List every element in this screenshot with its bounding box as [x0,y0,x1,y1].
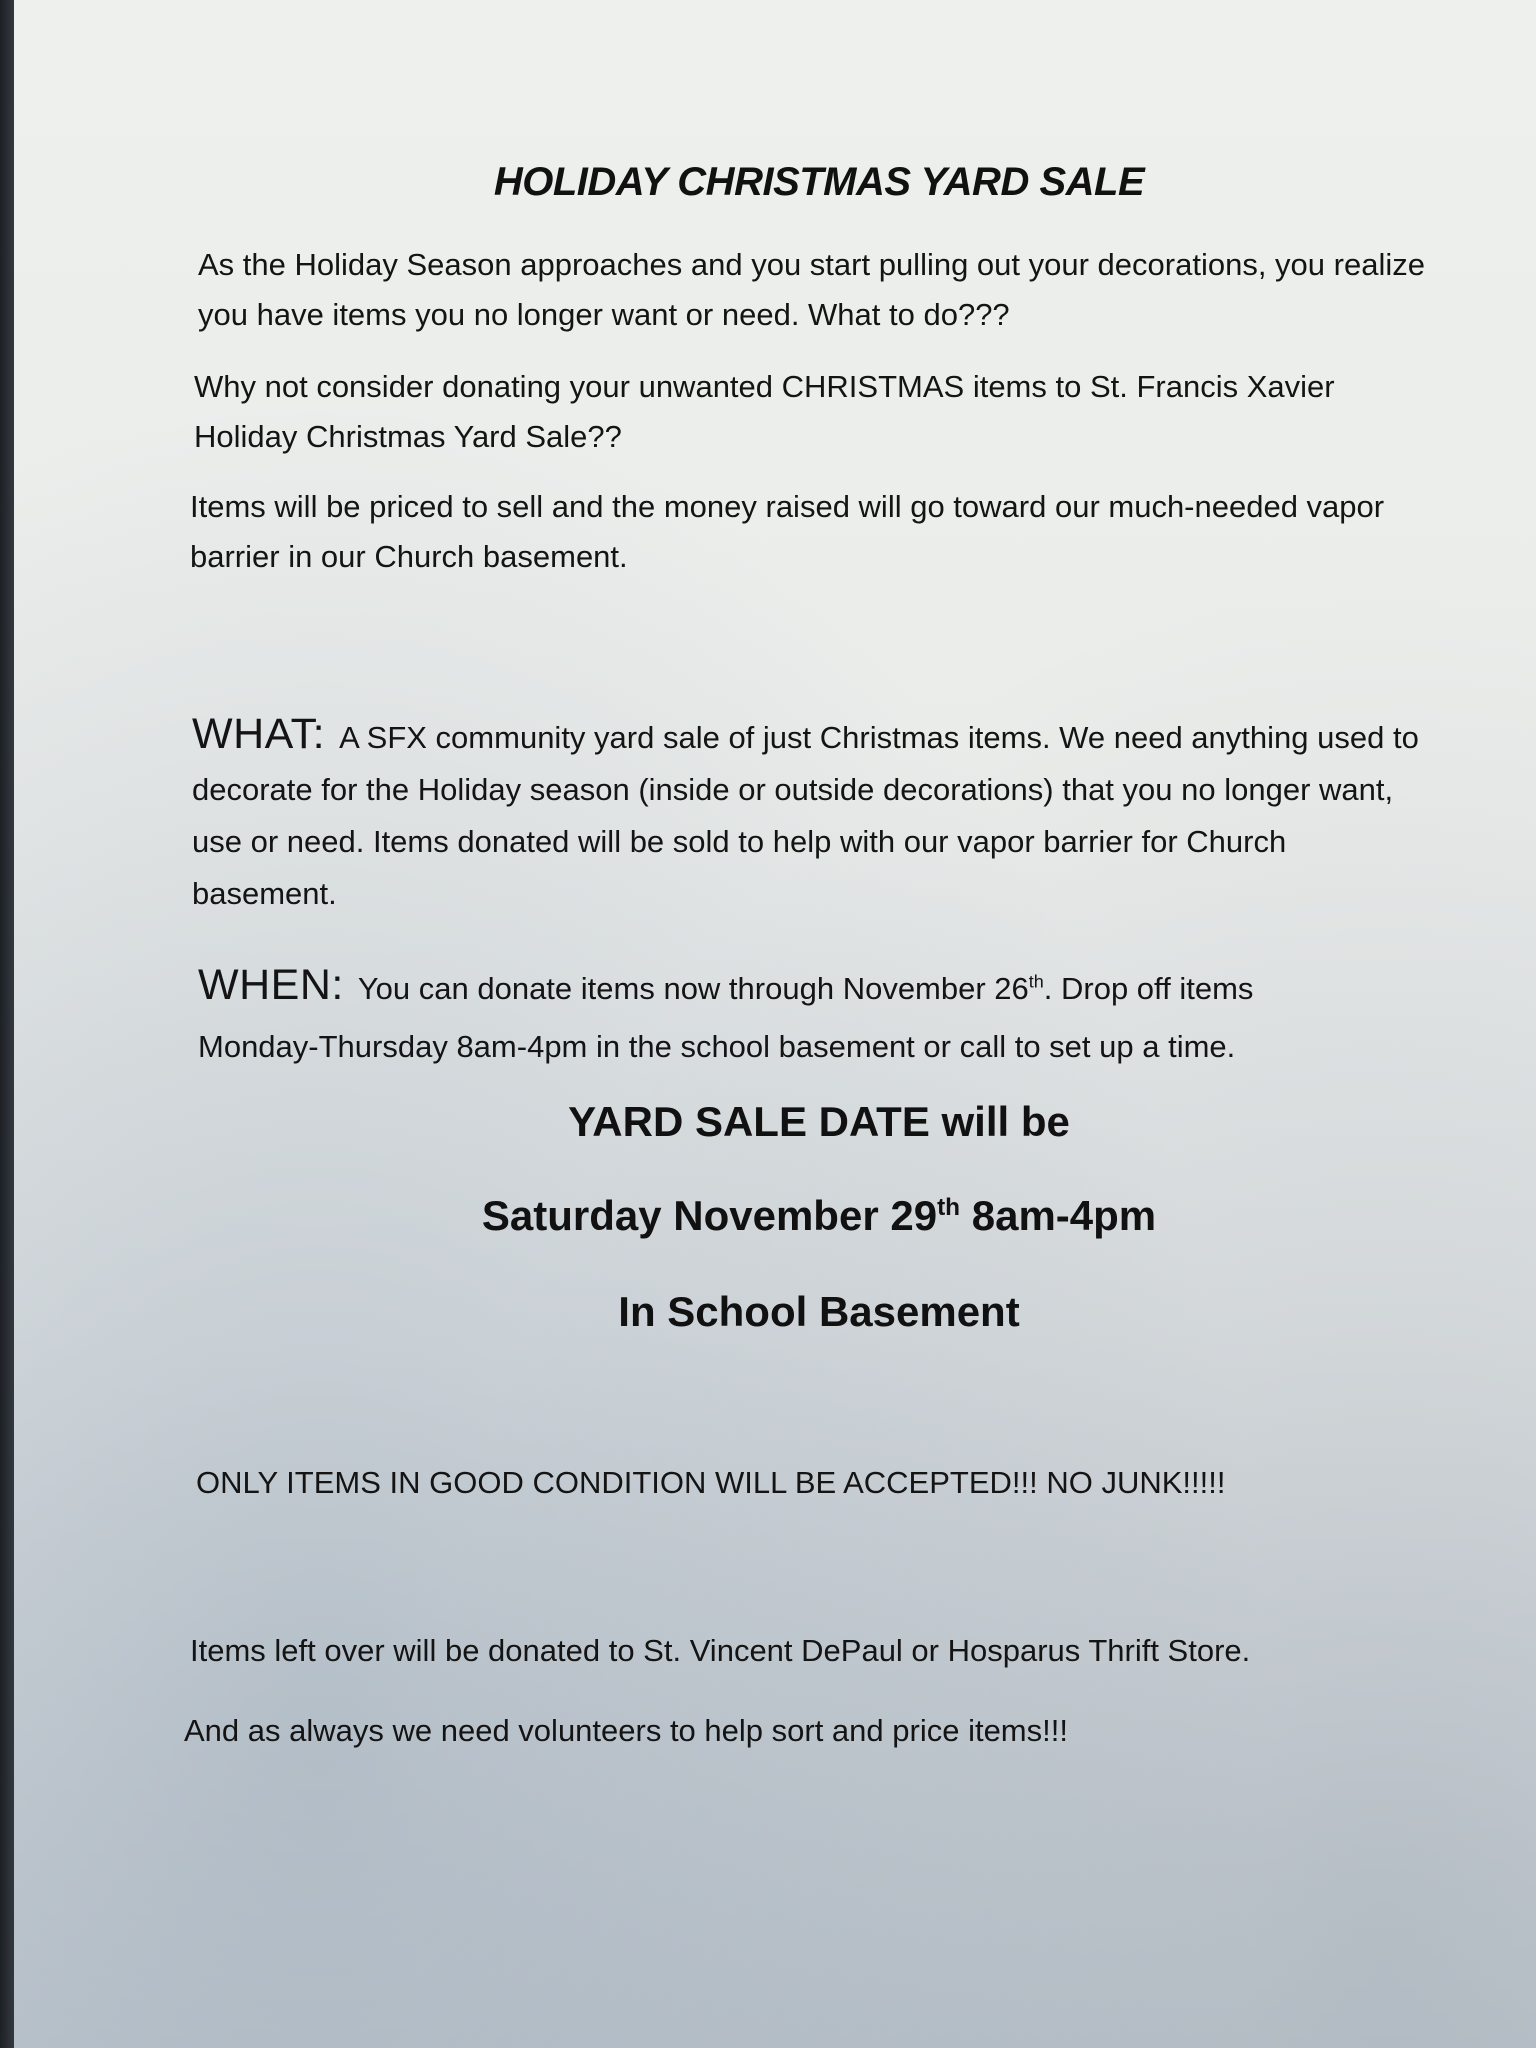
condition-notice: ONLY ITEMS IN GOOD CONDITION WILL BE ACCEPTED!!! NO JUNK!!!!! [196,1465,1226,1500]
sale-date-suffix: th [937,1194,961,1221]
sale-date-line [14,1192,1536,1240]
when-label: WHEN: [198,961,344,1009]
when-text-end: . Drop off items Monday-Thursday 8am-4pm in the school basement or call to set up a time. [198,971,1254,1064]
sale-date-text: Saturday November 29 [481,1192,938,1239]
sale-date-heading: YARD SALE DATE will be [568,1098,1070,1145]
flyer-page [14,0,1536,2048]
sale-time-text: 8am-4pm [960,1192,1157,1239]
flyer-title: HOLIDAY CHRISTMAS YARD SALE [493,160,1145,204]
volunteers-note: And as always we need volunteers to help sort and price items!!! [184,1713,1068,1748]
what-text: A SFX community yard sale of just Christmas items. We need anything used to decorate for the Holiday season (inside or outside decorations) that you no longer want, use or need. Items donated will be sold to help with our vapor barrier for Church basement. [192,720,1419,911]
when-section [198,956,1348,1076]
what-label: WHAT: [192,710,326,758]
when-text-start: You can donate items now through November 26 [357,971,1029,1006]
sale-location: In School Basement [618,1288,1020,1335]
intro-paragraph-3: Items will be priced to sell and the money raised will go toward our much-needed vapor barrier in our Church basement. [190,489,1385,574]
intro-paragraph-1: As the Holiday Season approaches and you start pulling out your decorations, you realize you have items you no longer want or need. What to do??? [198,247,1425,332]
when-date-suffix: th [1028,971,1044,992]
what-section [192,708,1422,920]
intro-paragraph-2: Why not consider donating your unwanted CHRISTMAS items to St. Francis Xavier Holiday Christmas Yard Sale?? [194,369,1335,454]
leftover-items-note: Items left over will be donated to St. Vincent DePaul or Hosparus Thrift Store. [190,1633,1251,1668]
